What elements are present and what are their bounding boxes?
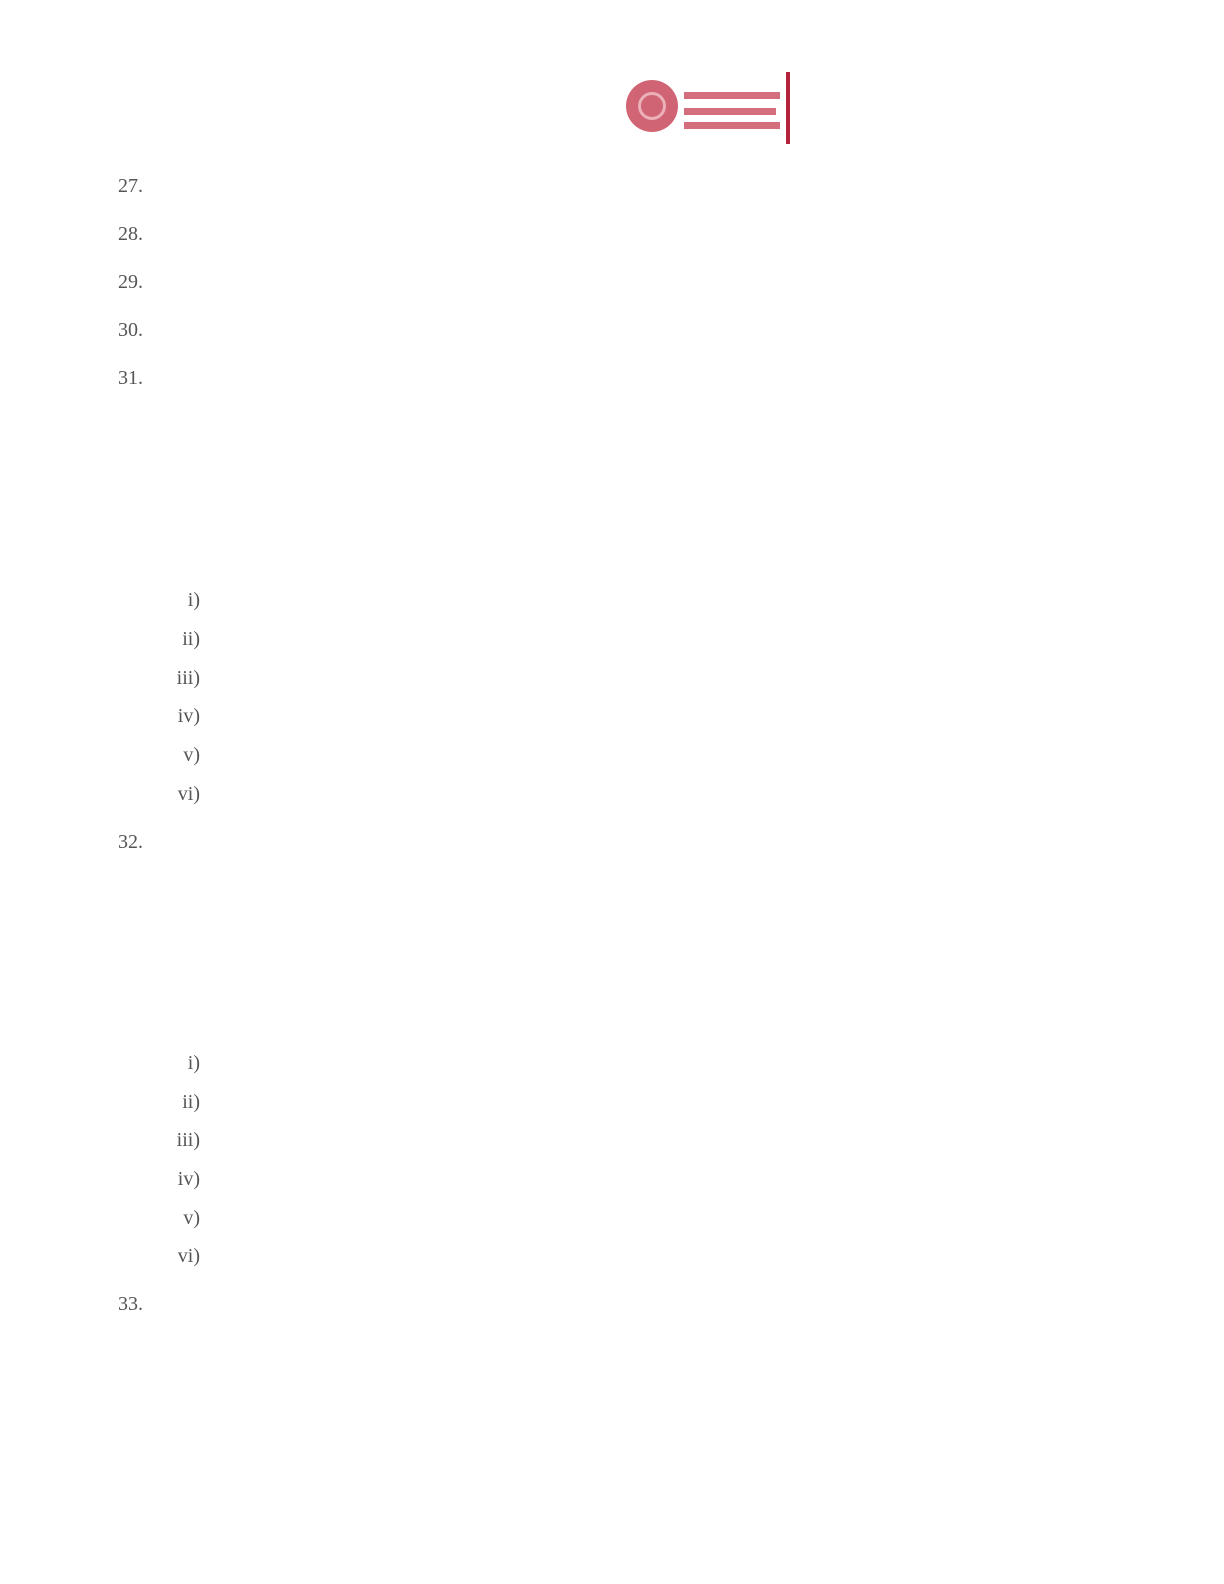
list-item [166, 1049, 586, 1077]
list-item [166, 741, 586, 769]
list-item [166, 1165, 586, 1193]
item-numeral: i) [187, 589, 200, 611]
item-numeral: iii) [176, 1129, 200, 1151]
item-numeral: i) [187, 1052, 200, 1074]
problem-number: 33. [118, 1293, 143, 1315]
item-numeral: v) [183, 1207, 200, 1229]
item-numeral: iv) [177, 705, 200, 727]
logo-wordmark-line [684, 108, 776, 115]
list-item [166, 1088, 586, 1116]
problem-number: 27. [118, 175, 143, 197]
list-item [166, 1126, 586, 1154]
list-item [166, 664, 586, 692]
list-item [166, 625, 586, 653]
list-item [166, 702, 586, 730]
problem-number: 31. [118, 367, 143, 389]
course-subtitle [800, 108, 920, 130]
university-seal-logo [626, 80, 678, 132]
problem-31-paragraph [166, 482, 1112, 566]
page-header [626, 72, 1116, 144]
logo-wordmark-line [684, 92, 780, 99]
item-numeral: v) [183, 744, 200, 766]
item-numeral: vi) [177, 783, 200, 805]
list-item [166, 1204, 586, 1232]
item-numeral: iv) [177, 1168, 200, 1190]
header-divider [786, 72, 790, 144]
problem-number: 32. [118, 831, 143, 853]
list-item [166, 1242, 586, 1270]
course-title [800, 80, 1110, 102]
list-item [166, 586, 586, 614]
problem-number: 30. [118, 319, 143, 341]
item-numeral: ii) [182, 628, 200, 650]
logo-wordmark-line [684, 122, 780, 129]
problem-32-paragraph [166, 946, 1112, 1030]
problem-number: 28. [118, 223, 143, 245]
item-numeral: ii) [182, 1091, 200, 1113]
problem-number: 29. [118, 271, 143, 293]
item-numeral: vi) [177, 1245, 200, 1267]
list-item [166, 780, 586, 808]
item-numeral: iii) [176, 667, 200, 689]
